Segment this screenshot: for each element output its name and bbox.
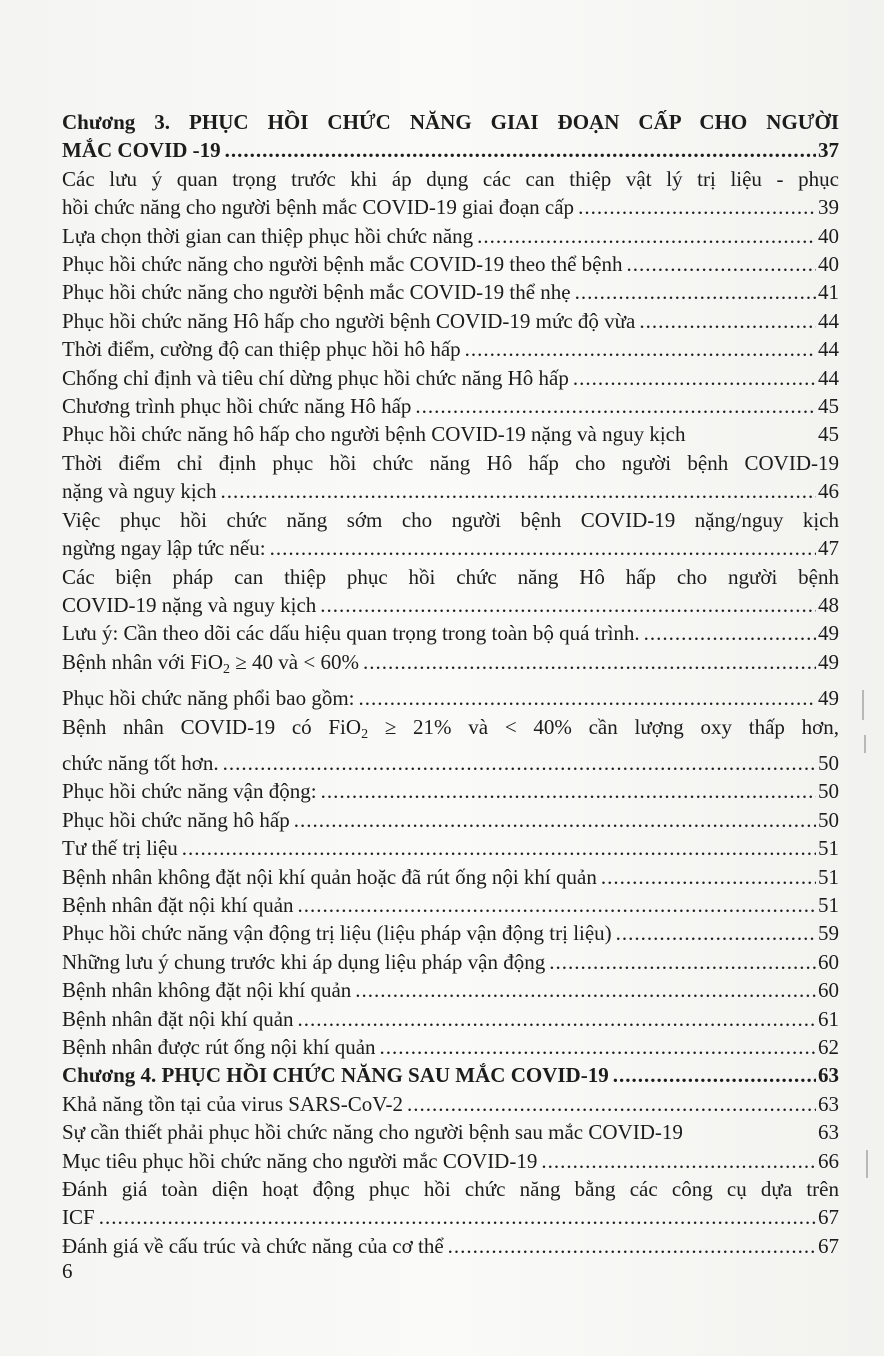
toc-entry-text: Phục hồi chức năng vận động: — [62, 779, 317, 804]
toc-entry — [62, 891, 839, 919]
scan-edge-mark — [862, 690, 864, 720]
scan-edge-mark — [864, 735, 866, 753]
toc-entry — [62, 1005, 839, 1033]
dot-leader — [407, 1090, 816, 1118]
toc-entry-text: MẮC COVID -19 — [62, 138, 221, 163]
toc-line — [62, 591, 839, 619]
toc-entry-text: Bệnh nhân không đặt nội khí quản hoặc đã rút ống nội khí quản — [62, 864, 597, 889]
dot-leader — [320, 591, 816, 619]
dot-leader — [627, 250, 817, 278]
toc-entry-text: Bệnh nhân đặt nội khí quản — [62, 892, 294, 917]
dot-leader — [294, 806, 816, 834]
dot-leader — [298, 891, 816, 919]
toc-page-number: 44 — [818, 365, 839, 390]
toc-line — [62, 392, 839, 420]
toc-page-number: 66 — [818, 1148, 839, 1173]
toc-line — [62, 136, 839, 164]
toc-entry — [62, 919, 839, 947]
toc-text-part: ≥ 21% và < 40% cần lượng oxy thấp hơn, — [384, 714, 839, 739]
toc-page-number: 60 — [818, 949, 839, 974]
toc-line — [62, 1147, 839, 1175]
toc-entry-text: Phục hồi chức năng cho người bệnh mắc COVID-19 theo thể bệnh — [62, 252, 623, 277]
toc-entry — [62, 165, 839, 222]
toc-entry-text: Đánh giá về cấu trúc và chức năng của cơ thể — [62, 1233, 444, 1258]
toc-line — [62, 1232, 839, 1260]
dot-leader — [99, 1203, 816, 1231]
toc-page-number: 59 — [818, 921, 839, 946]
toc-entry — [62, 863, 839, 891]
toc-line: Các lưu ý quan trọng trước khi áp dụng các can thiệp vật lý trị liệu - phục — [62, 166, 839, 191]
toc-page-number: 45 — [818, 422, 839, 447]
toc-text-part: Bệnh nhân với FiO — [62, 649, 224, 674]
dot-leader — [225, 136, 816, 164]
toc-page-number: 49 — [818, 649, 839, 674]
toc-page-number: 63 — [818, 1063, 839, 1088]
toc-entry — [62, 1147, 839, 1175]
toc-entry — [62, 834, 839, 862]
toc-entry-text: Phục hồi chức năng cho người bệnh mắc COVID-19 thể nhẹ — [62, 280, 571, 305]
toc-entry-text: nặng và nguy kịch — [62, 479, 217, 504]
toc-entry-text: hồi chức năng cho người bệnh mắc COVID-19 giai đoạn cấp — [62, 195, 575, 220]
toc-entry — [62, 335, 839, 363]
page-number: 6 — [62, 1259, 73, 1283]
toc-entry — [62, 1090, 839, 1118]
toc-line — [62, 806, 839, 834]
dot-leader — [613, 1061, 816, 1089]
dot-leader — [541, 1147, 816, 1175]
toc-line — [62, 713, 839, 749]
toc-entry-text: Khả năng tồn tại của virus SARS-CoV-2 — [62, 1091, 404, 1116]
toc-page-number: 60 — [818, 978, 839, 1003]
toc-page-number: 67 — [818, 1233, 839, 1258]
toc-page-number: 41 — [818, 280, 839, 305]
toc-page-number: 49 — [818, 686, 839, 711]
toc-entry-text: ngừng ngay lập tức nếu: — [62, 536, 266, 561]
toc-page-number: 40 — [818, 223, 839, 248]
toc-line — [62, 863, 839, 891]
toc-line: Đánh giá toàn diện hoạt động phục hồi chức năng bằng các công cụ dựa trên — [62, 1177, 839, 1202]
toc-entry-text: Bệnh nhân được rút ống nội khí quản — [62, 1035, 376, 1059]
toc-line: Thời điểm chỉ định phục hồi chức năng Hô hấp cho người bệnh COVID-19 — [62, 450, 839, 475]
toc-page-number: 63 — [818, 1091, 839, 1116]
dot-leader — [573, 364, 816, 392]
toc-entry-text: Chương trình phục hồi chức năng Hô hấp — [62, 394, 412, 419]
toc-entry — [62, 948, 839, 976]
toc-line — [62, 919, 839, 947]
toc-entry — [62, 563, 839, 620]
toc-chapter — [62, 1061, 839, 1089]
toc-page-number: 45 — [818, 394, 839, 419]
toc-entry-text: Phục hồi chức năng phổi bao gồm: — [62, 686, 355, 711]
toc-entry — [62, 222, 839, 250]
dot-leader — [270, 534, 816, 562]
dot-leader — [415, 392, 816, 420]
toc-line: Các biện pháp can thiệp phục hồi chức năng Hô hấp cho người bệnh — [62, 564, 839, 589]
dot-leader — [639, 307, 816, 335]
toc-entry — [62, 1033, 839, 1061]
toc-entry-text: Tư thế trị liệu — [62, 836, 178, 861]
toc-entry-text: chức năng tốt hơn. — [62, 750, 219, 775]
toc-page-number: 46 — [818, 479, 839, 504]
toc-line — [62, 193, 839, 221]
toc-line — [62, 222, 839, 250]
toc-line — [62, 948, 839, 976]
toc-line — [62, 619, 839, 647]
toc-page-number: 50 — [818, 750, 839, 775]
toc-entry — [62, 250, 839, 278]
dot-leader — [575, 278, 816, 306]
toc-entry-text: Phục hồi chức năng vận động trị liệu (liệu pháp vận động trị liệu) — [62, 921, 612, 946]
toc-line — [62, 250, 839, 278]
toc-entry-text: Phục hồi chức năng Hô hấp cho người bệnh COVID-19 mức độ vừa — [62, 308, 636, 333]
dot-leader — [616, 919, 816, 947]
subscript: 2 — [223, 661, 231, 677]
toc-line — [62, 335, 839, 363]
toc-entry-text: Lựa chọn thời gian can thiệp phục hồi chức năng — [62, 223, 474, 248]
toc-entry — [62, 648, 839, 684]
toc-line — [62, 477, 839, 505]
toc-line — [62, 891, 839, 919]
toc-entry — [62, 278, 839, 306]
toc-line — [62, 307, 839, 335]
toc-text-part: ≥ 40 và < 60% — [235, 649, 359, 674]
toc-page-number: 48 — [818, 592, 839, 617]
toc-page-number: 44 — [818, 337, 839, 362]
toc-page-number: 49 — [818, 621, 839, 646]
toc-line — [62, 364, 839, 392]
dot-leader — [477, 222, 816, 250]
dot-leader — [549, 948, 816, 976]
toc-entry-text: ICF — [62, 1205, 95, 1230]
dot-leader — [355, 976, 816, 1004]
dot-leader — [363, 648, 816, 676]
toc-page-number: 37 — [818, 138, 839, 163]
dot-leader — [644, 619, 816, 647]
toc-entry — [62, 976, 839, 1004]
toc-page-number: 39 — [818, 195, 839, 220]
scan-edge-mark — [866, 1150, 868, 1178]
toc-entry — [62, 777, 839, 805]
toc-line — [62, 1203, 839, 1231]
toc-entry — [62, 1118, 839, 1146]
dot-leader — [182, 834, 816, 862]
dot-leader — [221, 477, 816, 505]
toc-entry-text: Bệnh nhân không đặt nội khí quản — [62, 978, 352, 1003]
toc-page-number: 63 — [818, 1120, 839, 1145]
toc-line — [62, 648, 839, 684]
toc-entry — [62, 684, 839, 712]
subscript: 2 — [361, 726, 369, 742]
dot-leader — [601, 863, 816, 891]
table-of-contents — [62, 108, 839, 1260]
toc-entry — [62, 1175, 839, 1232]
toc-page-number: 50 — [818, 779, 839, 804]
toc-chapter — [62, 108, 839, 165]
toc-page-number: 51 — [818, 892, 839, 917]
toc-entry — [62, 619, 839, 647]
toc-line — [62, 420, 839, 448]
toc-line: Việc phục hồi chức năng sớm cho người bệnh COVID-19 nặng/nguy kịch — [62, 507, 839, 532]
toc-line — [62, 278, 839, 306]
toc-line — [62, 1005, 839, 1033]
toc-page-number: 51 — [818, 864, 839, 889]
toc-entry-text: Sự cần thiết phải phục hồi chức năng cho người bệnh sau mắc COVID-19 — [62, 1120, 683, 1145]
dot-leader — [359, 684, 816, 712]
toc-page-number: 67 — [818, 1205, 839, 1230]
toc-page-number: 47 — [818, 536, 839, 561]
toc-entry-text: Chương 4. PHỤC HỒI CHỨC NĂNG SAU MẮC COVID-19 — [62, 1063, 609, 1088]
toc-entry — [62, 449, 839, 506]
toc-entry — [62, 420, 839, 448]
toc-entry-text: Chống chỉ định và tiêu chí dừng phục hồi chức năng Hô hấp — [62, 365, 569, 390]
toc-entry-text: Mục tiêu phục hồi chức năng cho người mắc COVID-19 — [62, 1148, 538, 1173]
toc-line — [62, 749, 839, 777]
toc-entry-text — [62, 648, 359, 684]
toc-line — [62, 684, 839, 712]
toc-line — [62, 834, 839, 862]
toc-line — [62, 1118, 839, 1146]
dot-leader — [223, 749, 816, 777]
toc-page-number: 40 — [818, 252, 839, 277]
toc-line — [62, 1061, 839, 1089]
toc-line — [62, 777, 839, 805]
toc-entry — [62, 307, 839, 335]
toc-entry — [62, 1232, 839, 1260]
toc-entry — [62, 806, 839, 834]
toc-line — [62, 976, 839, 1004]
toc-entry — [62, 713, 839, 778]
toc-entry-text: Những lưu ý chung trước khi áp dụng liệu pháp vận động — [62, 949, 546, 974]
toc-line — [62, 1090, 839, 1118]
toc-entry-text: Thời điểm, cường độ can thiệp phục hồi hô hấp — [62, 337, 461, 362]
dot-leader — [465, 335, 816, 363]
toc-page-number: 61 — [818, 1006, 839, 1031]
dot-leader — [380, 1033, 816, 1061]
dot-leader — [578, 193, 816, 221]
toc-page-number: 51 — [818, 836, 839, 861]
toc-page-number: 62 — [818, 1035, 839, 1059]
toc-entry-text: Lưu ý: Cần theo dõi các dấu hiệu quan trọng trong toàn bộ quá trình. — [62, 621, 640, 646]
toc-entry-text: Bệnh nhân đặt nội khí quản — [62, 1006, 294, 1031]
toc-entry — [62, 506, 839, 563]
toc-page-number: 44 — [818, 308, 839, 333]
toc-entry-text: COVID-19 nặng và nguy kịch — [62, 592, 317, 617]
toc-text-part: Bệnh nhân COVID-19 có FiO — [62, 714, 362, 739]
dot-leader — [298, 1005, 816, 1033]
toc-line: Chương 3. PHỤC HỒI CHỨC NĂNG GIAI ĐOẠN CẤP CHO NGƯỜI — [62, 110, 839, 134]
dot-leader — [321, 777, 816, 805]
toc-page-number: 50 — [818, 807, 839, 832]
toc-entry-text: Phục hồi chức năng hô hấp — [62, 807, 290, 832]
toc-line — [62, 534, 839, 562]
toc-entry — [62, 364, 839, 392]
dot-leader — [448, 1232, 816, 1260]
toc-line — [62, 1033, 839, 1061]
toc-entry — [62, 392, 839, 420]
toc-entry-text: Phục hồi chức năng hô hấp cho người bệnh COVID-19 nặng và nguy kịch — [62, 422, 686, 447]
